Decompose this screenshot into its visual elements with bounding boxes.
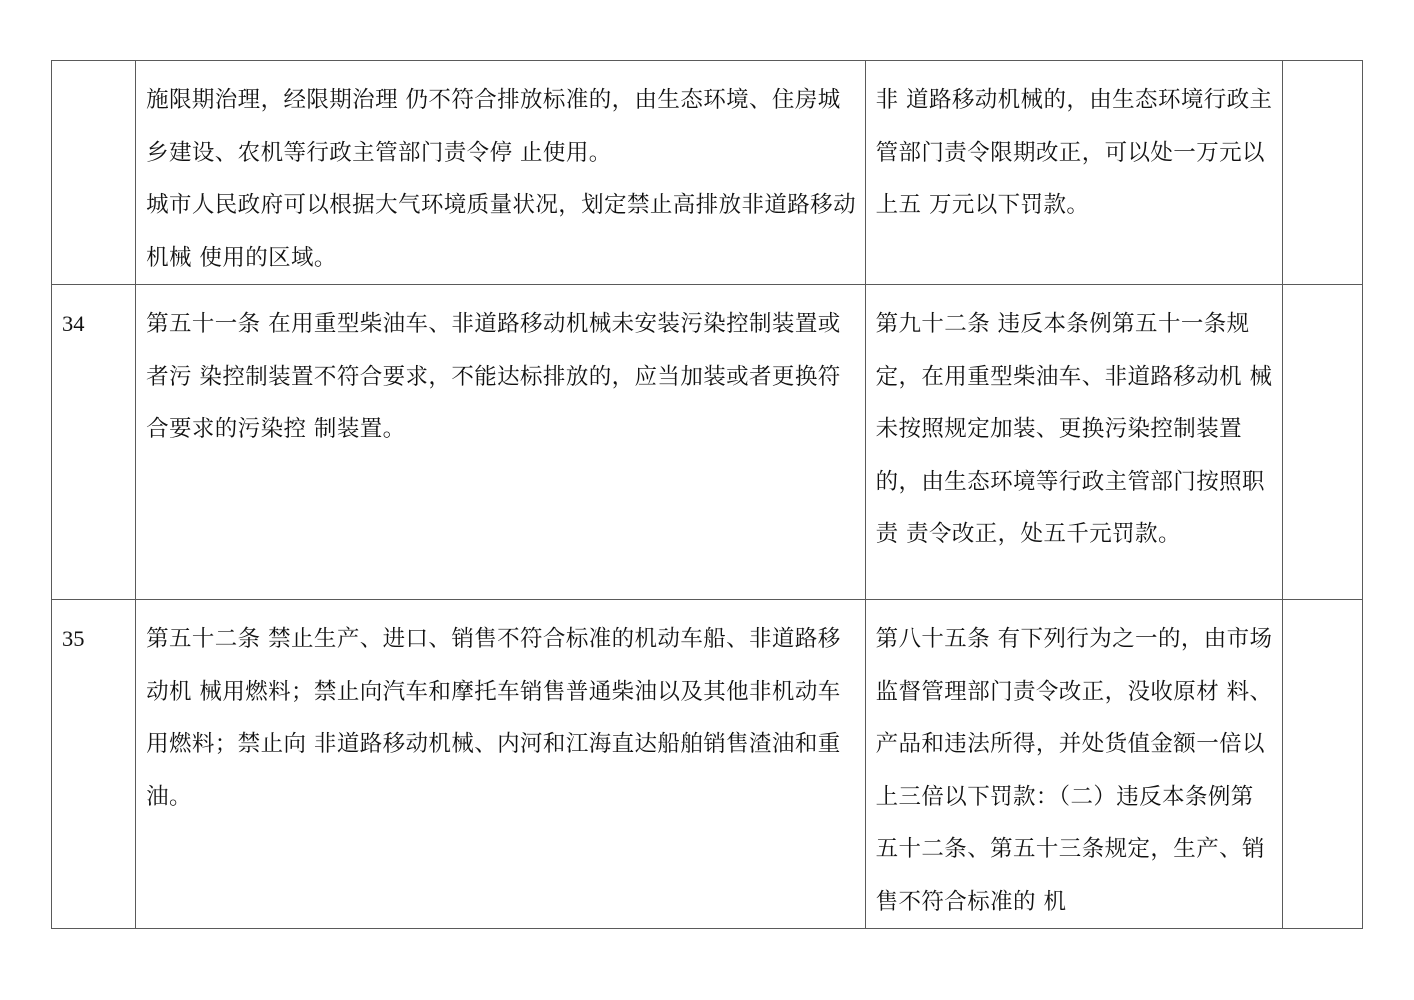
- extra-text: [1283, 61, 1362, 74]
- row-number: 35: [62, 626, 85, 651]
- extra-text: [1283, 600, 1362, 613]
- extra-text: [1283, 285, 1362, 298]
- provision-paragraph: 第五十一条 在用重型柴油车、非道路移动机械未安装污染控制装置或者污 染控制装置不符合要求，不能达标排放的，应当加装或者更换符合要求的污染控 制装置。: [146, 311, 841, 442]
- provision-cell: [136, 285, 866, 600]
- provision-cell: [136, 61, 866, 285]
- penalty-text: 第九十二条 违反本条例第五十一条规定，在用重型柴油车、非道路移动机 械未按照规定加装、更换污染控制装置的，由生态环境等行政主管部门按照职责 责令改正，处五千元罚款。: [875, 311, 1273, 547]
- row-number-cell: [52, 600, 136, 929]
- regulation-table: [51, 60, 1363, 929]
- row-number: [52, 61, 135, 74]
- row-number-cell: [52, 61, 136, 285]
- provision-text: [136, 600, 865, 823]
- penalty-cell: [865, 600, 1282, 929]
- extra-cell: [1282, 285, 1362, 600]
- provision-text: [136, 61, 865, 284]
- provision-cell: [136, 600, 866, 929]
- provision-paragraph: 施限期治理，经限期治理 仍不符合排放标准的，由生态环境、住房城乡建设、农机等行政主管部门责令停 止使用。: [146, 87, 841, 166]
- penalty-text: 非 道路移动机械的，由生态环境行政主管部门责令限期改正，可以处一万元以上五 万元以下罚款。: [875, 87, 1273, 218]
- extra-cell: [1282, 600, 1362, 929]
- penalty-text: 第八十五条 有下列行为之一的，由市场监督管理部门责令改正，没收原材 料、产品和违法所得，并处货值金额一倍以上三倍以下罚款：（二）违反本条例第五十二条、第五十三条规定，生产、销售不符合标准的 机: [875, 626, 1273, 915]
- table-row: [52, 285, 1363, 600]
- provision-text: [136, 285, 865, 456]
- provision-paragraph: 城市人民政府可以根据大气环境质量状况，划定禁止高排放非道路移动机械 使用的区域。: [146, 192, 856, 271]
- row-number: 34: [62, 311, 85, 336]
- row-number-cell: [52, 285, 136, 600]
- extra-cell: [1282, 61, 1362, 285]
- penalty-cell: [865, 61, 1282, 285]
- table-row: [52, 600, 1363, 929]
- provision-paragraph: 第五十二条 禁止生产、进口、销售不符合标准的机动车船、非道路移动机 械用燃料；禁止向汽车和摩托车销售普通柴油以及其他非机动车用燃料；禁止向 非道路移动机械、内河和江海直达船舶销售渣油和重油。: [146, 626, 841, 810]
- penalty-cell: [865, 285, 1282, 600]
- table-row: [52, 61, 1363, 285]
